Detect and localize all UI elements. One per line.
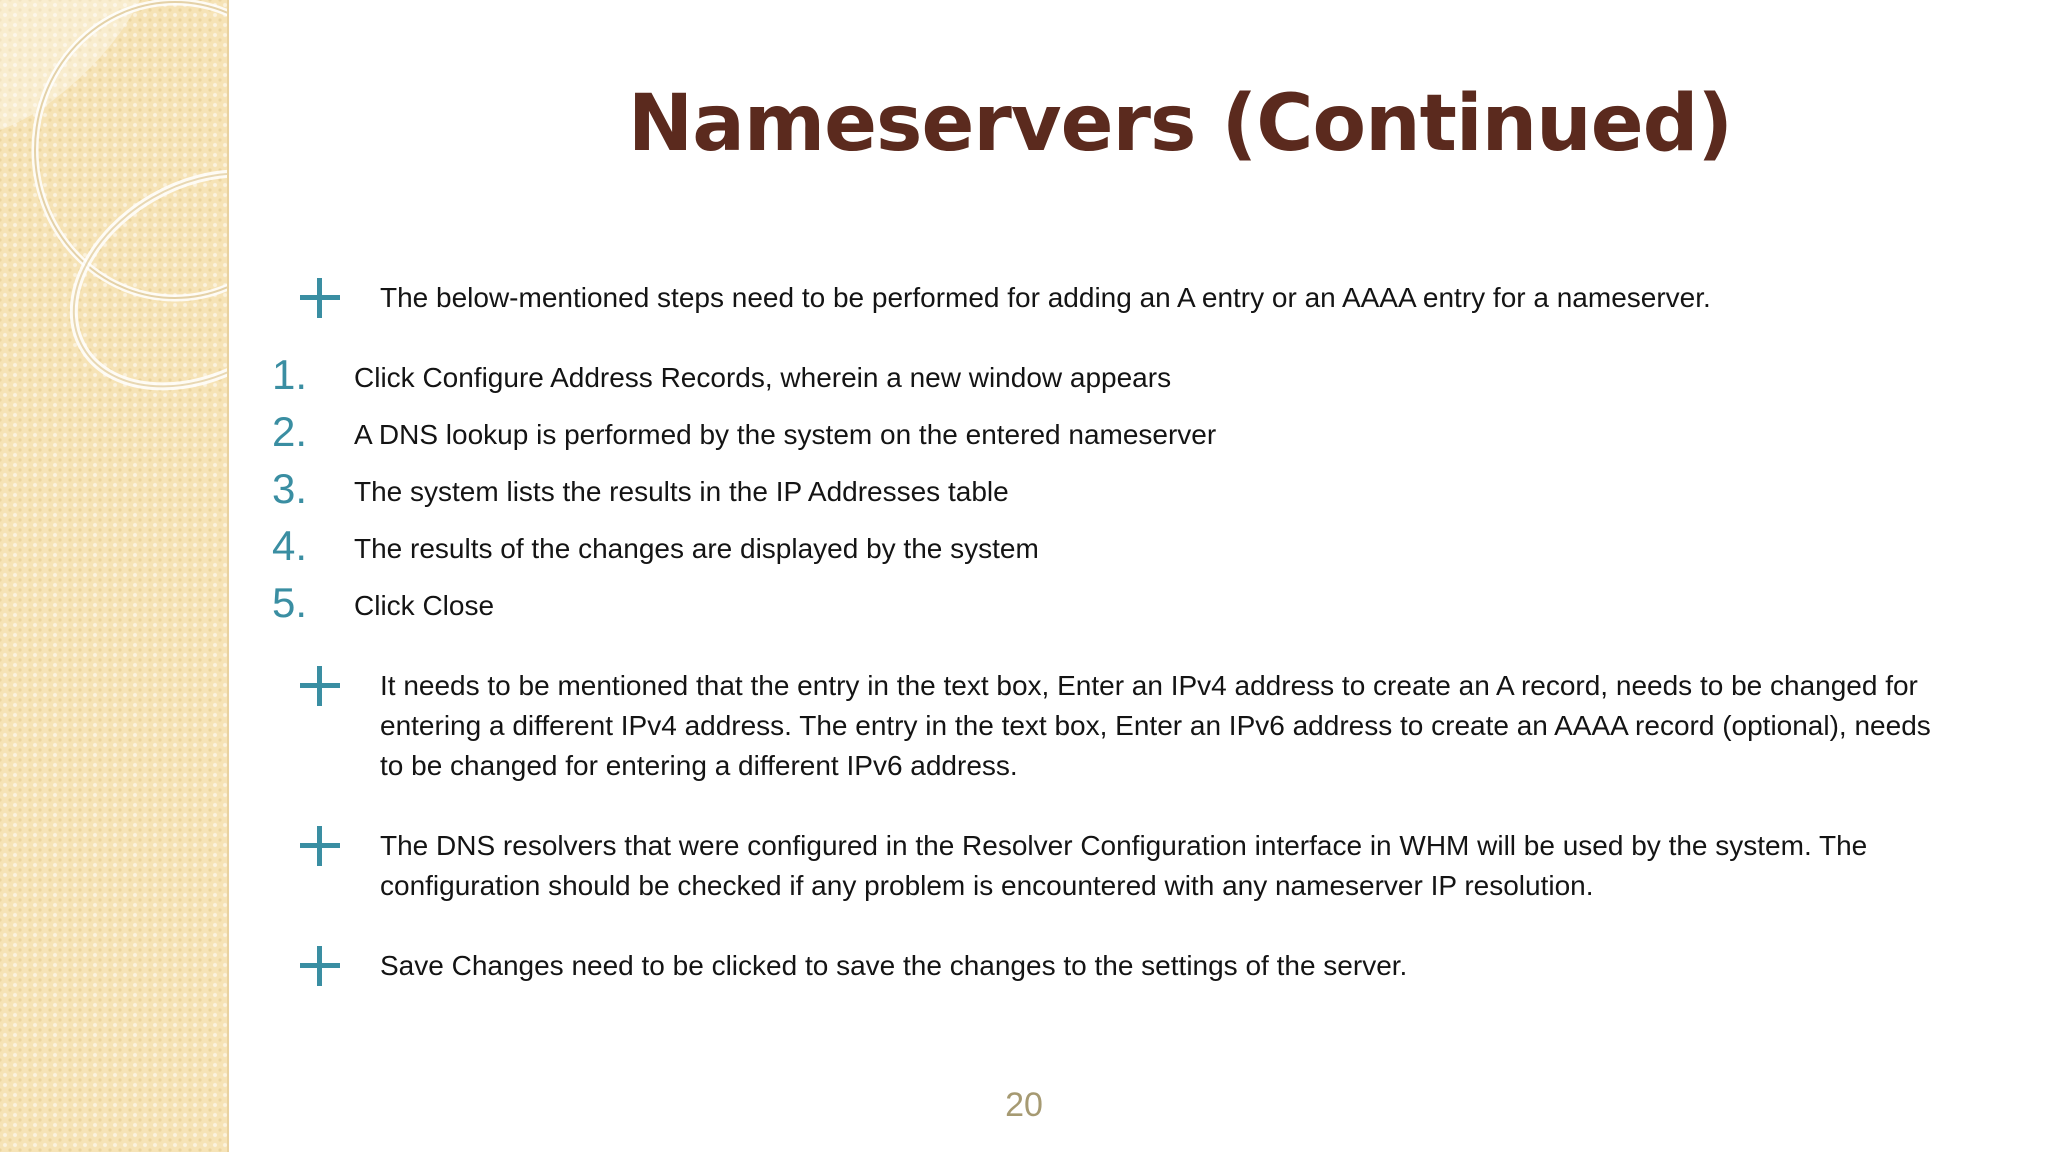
note-text: The DNS resolvers that were configured in the Resolver Configuration interface in WHM will be used by the system. The configuration should be checked if any problem is encountered with any nameserver IP resolution. <box>380 830 1868 901</box>
note-text: Save Changes need to be clicked to save the changes to the settings of the server. <box>380 950 1408 981</box>
step-number: 2. <box>272 408 308 455</box>
step-item <box>272 579 1672 636</box>
intro-text: The below-mentioned steps need to be performed for adding an A entry or an AAAA entry for a nameserver. <box>380 282 1711 313</box>
note-bullet <box>300 946 1960 986</box>
step-item <box>272 522 1672 579</box>
note-bullet <box>300 826 1960 906</box>
intro-bullet <box>300 278 1960 318</box>
step-item <box>272 351 1672 408</box>
step-text: A DNS lookup is performed by the system on the entered nameserver <box>354 419 1217 450</box>
slide-title: Nameservers (Continued) <box>627 79 1733 169</box>
step-text: Click Close <box>354 590 495 621</box>
page-number: 20 <box>1005 1086 1043 1124</box>
step-text: The system lists the results in the IP Addresses table <box>354 476 1009 507</box>
plus-bullet-icon <box>300 278 340 318</box>
step-number: 5. <box>272 579 308 626</box>
note-bullet <box>300 666 1960 786</box>
plus-bullet-icon <box>300 666 340 706</box>
note-text: It needs to be mentioned that the entry in the text box, Enter an IPv4 address to create an A record, needs to be changed for entering a different IPv4 address. The entry in the text box, Enter an IPv6 address to create an AAAA record (optional), needs to be changed for entering a different IPv6 address. <box>380 670 1931 781</box>
step-number: 4. <box>272 522 308 569</box>
step-text: Click Configure Address Records, wherein a new window appears <box>354 362 1172 393</box>
step-number: 3. <box>272 465 308 512</box>
step-number: 1. <box>272 351 308 398</box>
step-item <box>272 465 1672 522</box>
plus-bullet-icon <box>300 826 340 866</box>
step-text: The results of the changes are displayed by the system <box>354 533 1039 564</box>
plus-bullet-icon <box>300 946 340 986</box>
step-item <box>272 408 1672 465</box>
decorative-sidebar <box>0 0 229 1152</box>
swirl-decoration-icon <box>0 0 227 420</box>
